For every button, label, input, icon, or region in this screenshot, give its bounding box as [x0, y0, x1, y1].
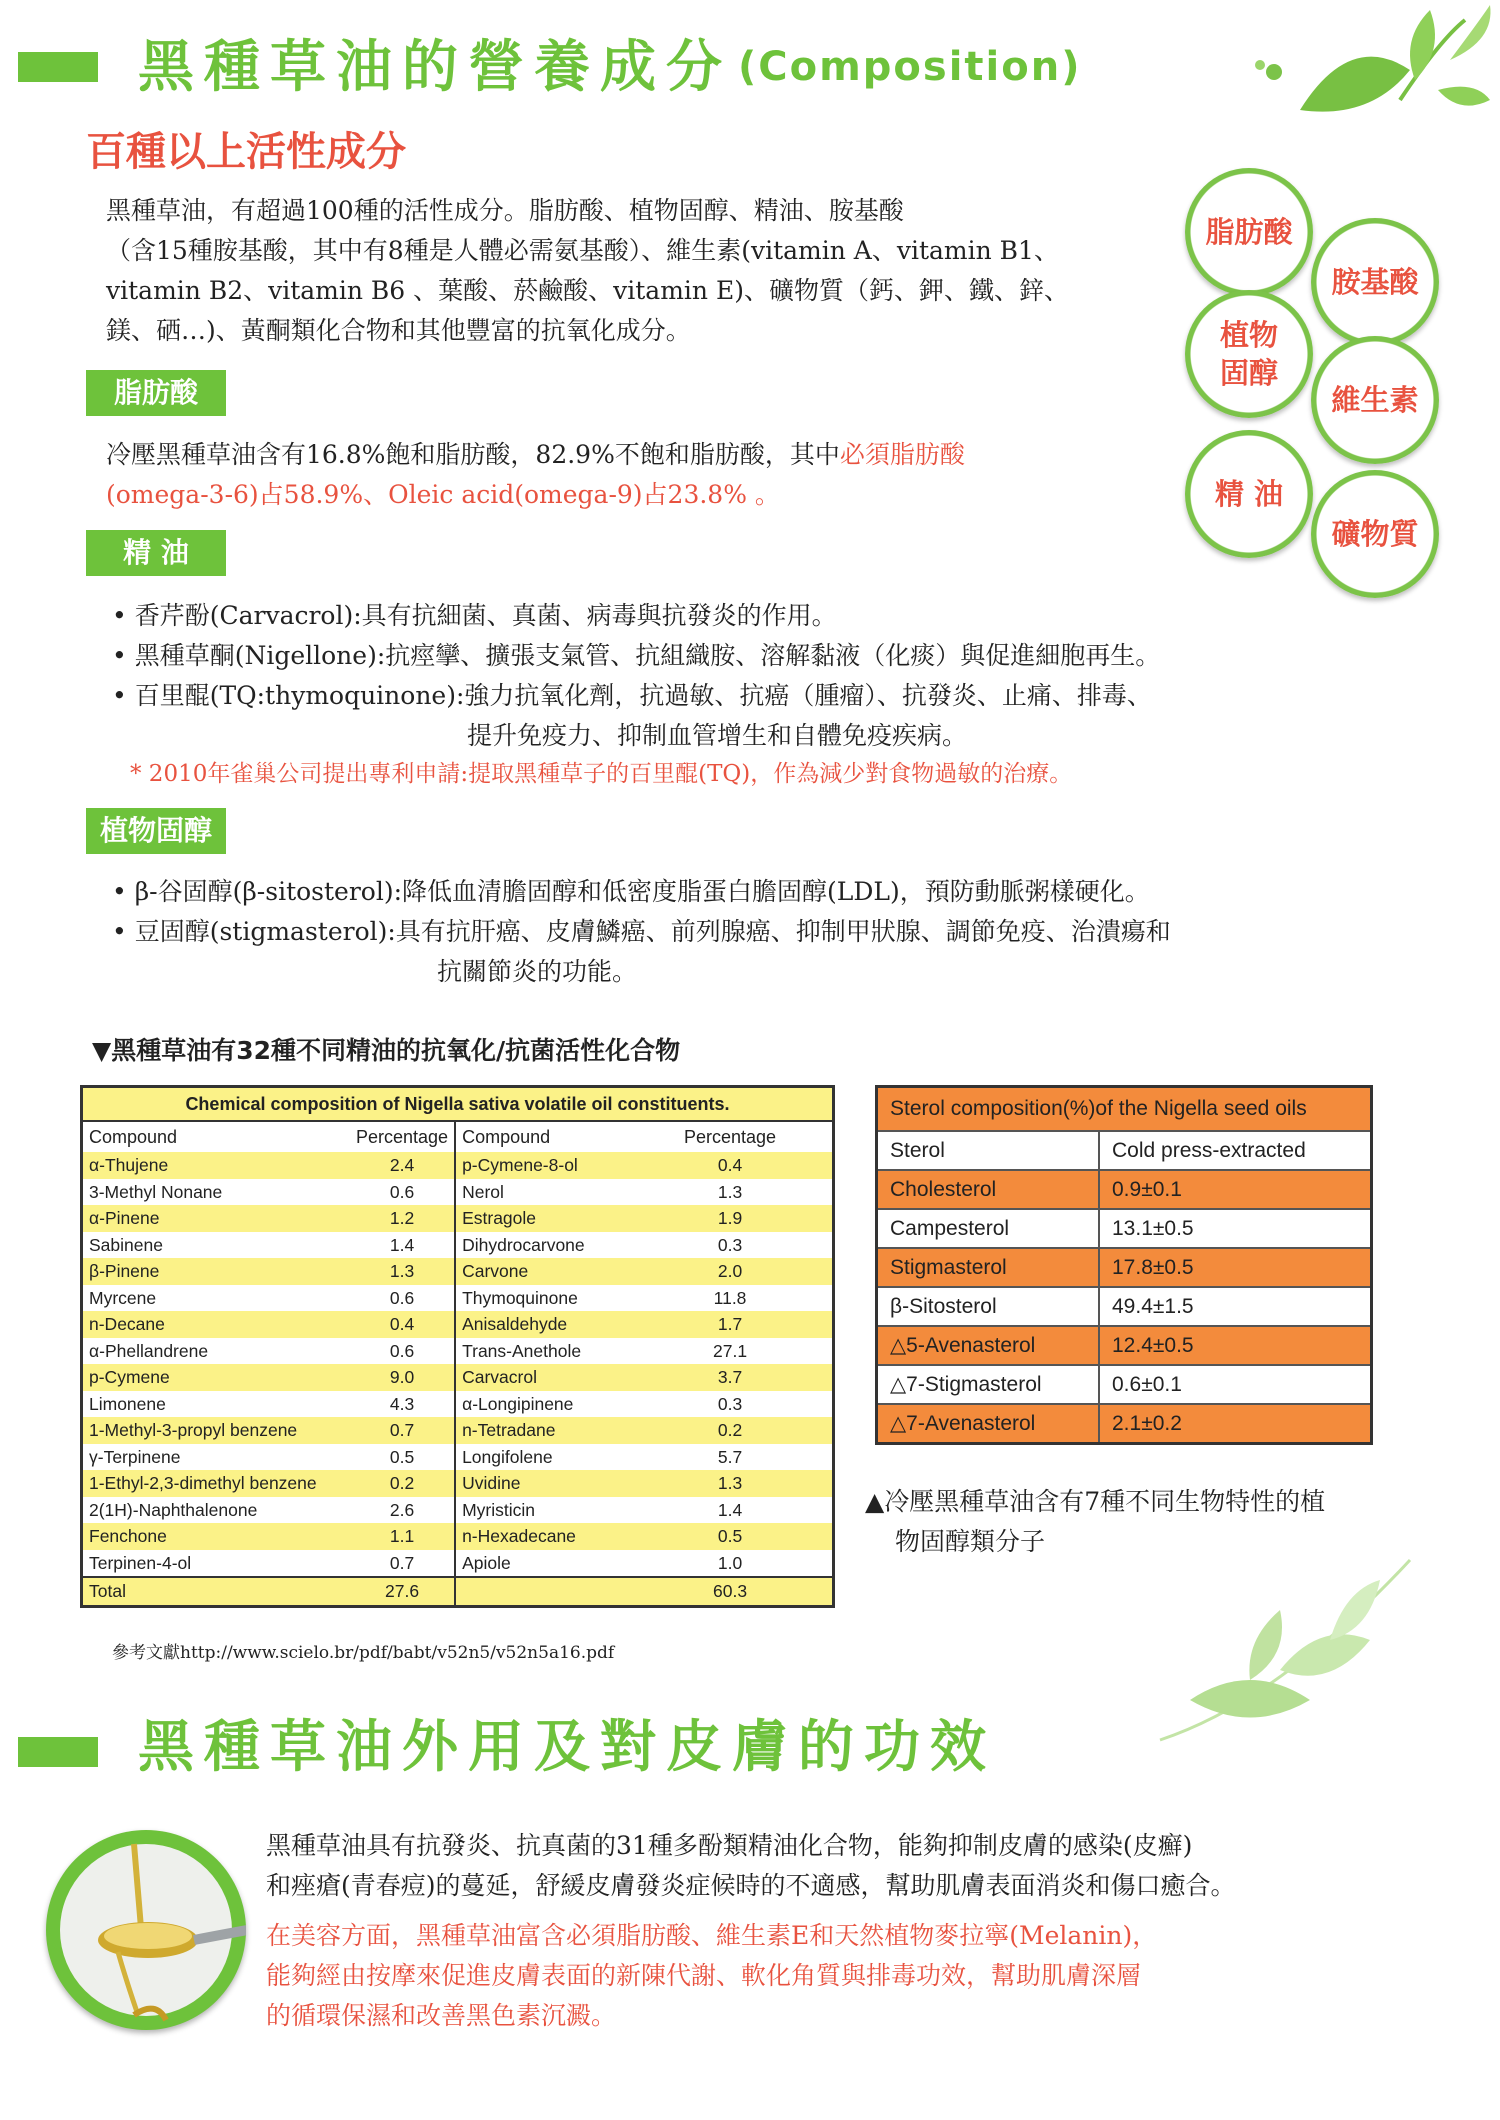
percentage-cell: 9.0	[350, 1364, 455, 1391]
total-cell: Total	[82, 1577, 351, 1606]
intro-paragraph: 黑種草油，有超過100種的活性成分。脂肪酸、植物固醇、精油、胺基酸 （含15種胺基酸，其中有8種是人體必需氨基酸）、維生素(vitamin A、vitamin B1、 vitamin B2、vitamin B6 、葉酸、菸鹼酸、vitamin E)、礦物質（鈣、鉀、鐵、鋅、 鎂、硒…)、黃酮類化合物和其他豐富的抗氧化成分。	[106, 196, 1069, 345]
essential-oil-list: • 香芹酚(Carvacrol):具有抗細菌、真菌、病毒與抗發炎的作用。 • 黑種草酮(Nigellone):抗痙攣、擴張支氣管、抗組織胺、溶解黏液（化痰）與促進細胞再生。 • 百里醌(TQ:thymoquinone):強力抗氧化劑，抗過敏、抗癌（腫瘤）、抗發炎、止痛、排毒、 提升免疫力、抑制血管增生和自體免疫疾病。	[112, 601, 1161, 750]
table-row	[82, 1497, 834, 1524]
percentage-cell: 1.1	[350, 1523, 455, 1550]
value-cell: 0.6±0.1	[1099, 1365, 1372, 1404]
table-row	[82, 1364, 834, 1391]
value-cell: 13.1±0.5	[1099, 1209, 1372, 1248]
sterol-table	[875, 1085, 1373, 1445]
oil-spoon-icon	[46, 1830, 246, 2030]
sterol-cell: β-Sitosterol	[877, 1287, 1100, 1326]
total-cell: 60.3	[628, 1577, 833, 1606]
table1-header: Percentage	[628, 1121, 833, 1152]
percentage-cell: 1.4	[350, 1232, 455, 1259]
compound-cell: Myrcene	[82, 1285, 351, 1312]
sterol-cell: △7-Avenasterol	[877, 1404, 1100, 1444]
phytosterol-tag: 植物固醇	[86, 808, 226, 854]
value-cell: 49.4±1.5	[1099, 1287, 1372, 1326]
beauty-paragraph: 在美容方面，黑種草油富含必須脂肪酸、維生素E和天然植物麥拉寧(Melanin)， 能夠經由按摩來促進皮膚表面的新陳代謝、軟化角質與排毒功效，幫助肌膚深層 的循環保濕和改善黑色素沉澱。	[266, 1921, 1158, 2030]
table-row	[82, 1179, 834, 1206]
essential-oil-tag: 精 油	[86, 530, 226, 576]
compound-cell: γ-Terpinene	[82, 1444, 351, 1471]
total-row	[82, 1577, 834, 1606]
table-row	[82, 1205, 834, 1232]
circle-amino-acid: 胺基酸	[1311, 218, 1439, 346]
table2-header: Cold press-extracted	[1099, 1131, 1372, 1170]
compound-cell: Anisaldehyde	[455, 1311, 628, 1338]
section1-title: 黑種草油的營養成分 (Composition)	[138, 35, 1082, 100]
fatty-acid-tag: 脂肪酸	[86, 370, 226, 416]
percentage-cell: 3.7	[628, 1364, 833, 1391]
sterol-cell: △7-Stigmasterol	[877, 1365, 1100, 1404]
percentage-cell: 1.9	[628, 1205, 833, 1232]
sterol-cell: Stigmasterol	[877, 1248, 1100, 1287]
compound-cell: α-Thujene	[82, 1152, 351, 1179]
table-row	[82, 1258, 834, 1285]
circle-vitamin: 維生素	[1311, 336, 1439, 464]
percentage-cell: 0.3	[628, 1391, 833, 1418]
percentage-cell: 0.7	[350, 1417, 455, 1444]
compound-cell: α-Phellandrene	[82, 1338, 351, 1365]
percentage-cell: 0.2	[350, 1470, 455, 1497]
phytosterol-list: • β-谷固醇(β-sitosterol):降低血清膽固醇和低密度脂蛋白膽固醇(LDL)，預防動脈粥樣硬化。 • 豆固醇(stigmasterol):具有抗肝癌、皮膚鱗癌、前列腺癌、抑制甲狀腺、調節免疫、治潰瘍和 抗關節炎的功能。	[112, 877, 1171, 986]
leaf-decoration-icon	[1130, 1550, 1430, 1750]
percentage-cell: 0.4	[628, 1152, 833, 1179]
percentage-cell: 0.6	[350, 1179, 455, 1206]
table-row	[82, 1391, 834, 1418]
percentage-cell: 0.4	[350, 1311, 455, 1338]
volatile-oil-table	[80, 1085, 835, 1608]
compound-cell: 1-Methyl-3-propyl benzene	[82, 1417, 351, 1444]
percentage-cell: 27.1	[628, 1338, 833, 1365]
section1-title-en: (Composition)	[738, 44, 1082, 90]
sterol-cell: △5-Avenasterol	[877, 1326, 1100, 1365]
table-heading: ▼黑種草油有32種不同精油的抗氧化/抗菌活性化合物	[92, 1036, 681, 1065]
table-row	[82, 1338, 834, 1365]
compound-cell: 3-Methyl Nonane	[82, 1179, 351, 1206]
table-row	[877, 1287, 1372, 1326]
value-cell: 0.9±0.1	[1099, 1170, 1372, 1209]
compound-cell: p-Cymene	[82, 1364, 351, 1391]
section-marker-bar	[18, 1737, 98, 1767]
compound-cell: Dihydrocarvone	[455, 1232, 628, 1259]
sterol-table-note: ▲冷壓黑種草油含有7種不同生物特性的植 物固醇類分子	[865, 1487, 1326, 1556]
table-row	[877, 1170, 1372, 1209]
table-row	[82, 1285, 834, 1312]
compound-cell: p-Cymene-8-ol	[455, 1152, 628, 1179]
percentage-cell: 2.4	[350, 1152, 455, 1179]
sterol-cell: Cholesterol	[877, 1170, 1100, 1209]
percentage-cell: 0.6	[350, 1285, 455, 1312]
compound-cell: α-Pinene	[82, 1205, 351, 1232]
compound-cell: Sabinene	[82, 1232, 351, 1259]
circle-fatty-acid: 脂肪酸	[1185, 168, 1313, 296]
table2-caption: Sterol composition(%)of the Nigella seed oils	[877, 1087, 1372, 1132]
fatty-acid-paragraph: 冷壓黑種草油含有16.8%飽和脂肪酸，82.9%不飽和脂肪酸，其中必須脂肪酸 (omega-3-6)占58.9%、Oleic acid(omega-9)占23.8% 。	[106, 440, 965, 509]
percentage-cell: 1.7	[628, 1311, 833, 1338]
value-cell: 17.8±0.5	[1099, 1248, 1372, 1287]
compound-cell: Carvacrol	[455, 1364, 628, 1391]
compound-cell: Nerol	[455, 1179, 628, 1206]
section1-subtitle: 百種以上活性成分	[86, 129, 406, 175]
compound-cell: Trans-Anethole	[455, 1338, 628, 1365]
table-row	[877, 1404, 1372, 1444]
percentage-cell: 11.8	[628, 1285, 833, 1312]
percentage-cell: 2.6	[350, 1497, 455, 1524]
compound-cell: β-Pinene	[82, 1258, 351, 1285]
compound-cell: Carvone	[455, 1258, 628, 1285]
compound-cell: Estragole	[455, 1205, 628, 1232]
compound-cell: Thymoquinone	[455, 1285, 628, 1312]
percentage-cell: 4.3	[350, 1391, 455, 1418]
total-cell: 27.6	[350, 1577, 455, 1606]
table-row	[82, 1550, 834, 1578]
section-marker-bar	[18, 52, 98, 82]
table-row	[82, 1470, 834, 1497]
table-row	[82, 1417, 834, 1444]
compound-cell: 1-Ethyl-2,3-dimethyl benzene	[82, 1470, 351, 1497]
table-row	[877, 1326, 1372, 1365]
percentage-cell: 1.4	[628, 1497, 833, 1524]
compound-cell: n-Hexadecane	[455, 1523, 628, 1550]
table-row	[82, 1444, 834, 1471]
percentage-cell: 0.3	[628, 1232, 833, 1259]
compound-cell: α-Longipinene	[455, 1391, 628, 1418]
percentage-cell: 2.0	[628, 1258, 833, 1285]
sterol-cell: Campesterol	[877, 1209, 1100, 1248]
percentage-cell: 0.6	[350, 1338, 455, 1365]
percentage-cell: 1.0	[628, 1550, 833, 1578]
table-row	[877, 1248, 1372, 1287]
leaf-decoration-icon	[1240, 0, 1500, 150]
table1-caption: Chemical composition of Nigella sativa volatile oil constituents.	[82, 1087, 834, 1122]
compound-cell: n-Tetradane	[455, 1417, 628, 1444]
compound-cell: 2(1H)-Naphthalenone	[82, 1497, 351, 1524]
value-cell: 2.1±0.2	[1099, 1404, 1372, 1444]
reference-link[interactable]: 參考文獻http://www.scielo.br/pdf/babt/v52n5/v52n5a16.pdf	[112, 1643, 615, 1663]
percentage-cell: 5.7	[628, 1444, 833, 1471]
table-row	[82, 1311, 834, 1338]
total-cell	[455, 1577, 628, 1606]
value-cell: 12.4±0.5	[1099, 1326, 1372, 1365]
compound-cell: Fenchone	[82, 1523, 351, 1550]
patent-note: * 2010年雀巢公司提出專利申請:提取黑種草子的百里醌(TQ)，作為減少對食物過敏的治療。	[130, 761, 1073, 787]
circle-essential-oil: 精 油	[1185, 430, 1313, 558]
table2-header: Sterol	[877, 1131, 1100, 1170]
percentage-cell: 0.7	[350, 1550, 455, 1578]
percentage-cell: 1.3	[350, 1258, 455, 1285]
compound-cell: Uvidine	[455, 1470, 628, 1497]
oil-spoon-image	[46, 1830, 246, 2030]
percentage-cell: 0.5	[350, 1444, 455, 1471]
table1-header: Compound	[455, 1121, 628, 1152]
percentage-cell: 1.3	[628, 1179, 833, 1206]
circle-mineral: 礦物質	[1311, 470, 1439, 598]
percentage-cell: 0.5	[628, 1523, 833, 1550]
percentage-cell: 0.2	[628, 1417, 833, 1444]
compound-cell: Terpinen-4-ol	[82, 1550, 351, 1578]
circle-phytosterol: 植物固醇	[1185, 290, 1313, 418]
section2-title: 黑種草油外用及對皮膚的功效	[138, 1715, 996, 1780]
percentage-cell: 1.3	[628, 1470, 833, 1497]
percentage-cell: 1.2	[350, 1205, 455, 1232]
compound-cell: n-Decane	[82, 1311, 351, 1338]
compound-cell: Myristicin	[455, 1497, 628, 1524]
compound-cell: Apiole	[455, 1550, 628, 1578]
compound-cell: Limonene	[82, 1391, 351, 1418]
table1-header: Compound	[82, 1121, 351, 1152]
skin-benefit-paragraph: 黑種草油具有抗發炎、抗真菌的31種多酚類精油化合物，能夠抑制皮膚的感染(皮癬) 和痤瘡(青春痘)的蔓延，舒緩皮膚發炎症候時的不適感，幫助肌膚表面消炎和傷口癒合。	[266, 1831, 1236, 1900]
table-row	[82, 1232, 834, 1259]
table-row	[82, 1523, 834, 1550]
table-row	[877, 1209, 1372, 1248]
table-row	[877, 1365, 1372, 1404]
table1-header: Percentage	[350, 1121, 455, 1152]
compound-cell: Longifolene	[455, 1444, 628, 1471]
table-row	[82, 1152, 834, 1179]
